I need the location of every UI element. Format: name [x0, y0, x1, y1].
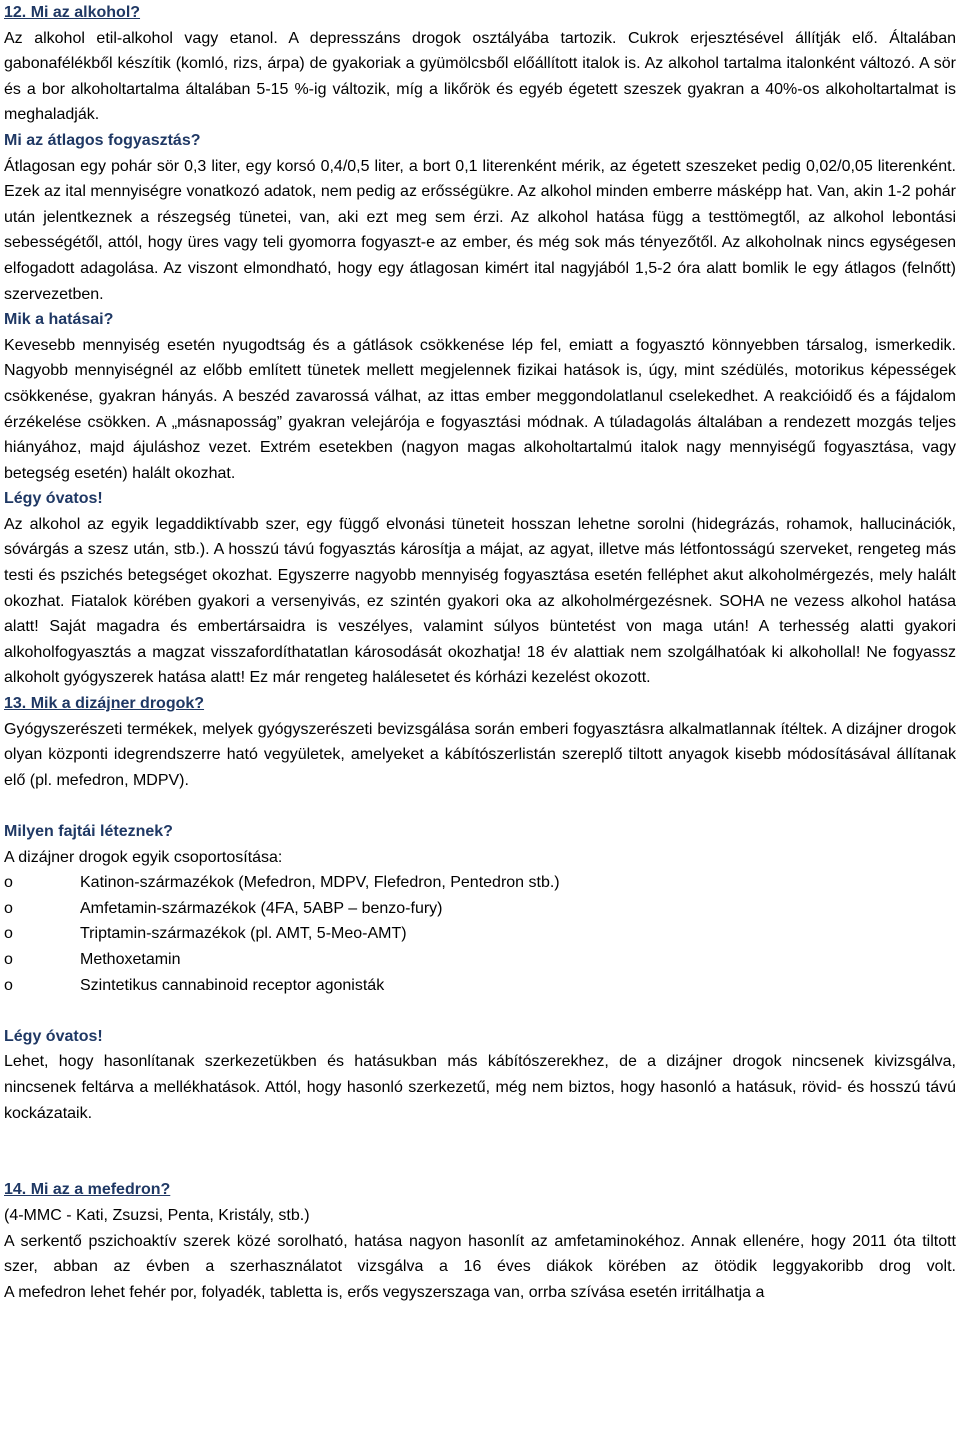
section-s14 [4, 1177, 956, 1305]
circle-bullet-icon: o [4, 925, 13, 943]
section-s13 [4, 691, 956, 1177]
circle-bullet-icon: o [4, 950, 13, 968]
section-title: 13. Mik a dizájner drogok? [4, 695, 205, 713]
circle-bullet-icon: o [4, 976, 13, 994]
list-item-text: Amfetamin-származékok (4FA, 5ABP – benzo-fury) [80, 899, 443, 917]
paragraph: Az alkohol etil-alkohol vagy etanol. A depresszáns drogok osztályába tartozik. Cukrok erjesztésével állítják elő. Általában gabonafélékből készítik (komló, rizs, árpa) de gyakoriak a gyümölcsből előállított italok is. Az alkohol tartalma italonként változó. A sör és a bor alkoholtartalma általában 5-15 %-ig változik, míg a likőrök és egyéb égetett szeszek gyakran a 40%-os alkoholtartalmat is meghaladják. [4, 29, 956, 124]
section-title: 12. Mi az alkohol? [4, 4, 141, 21]
paragraph: A mefedron lehet fehér por, folyadék, tabletta is, erős vegyszerszaga van, orrba szívása esetén irritálhatja a [4, 1283, 765, 1301]
list-item [4, 947, 956, 973]
paragraph: Kevesebb mennyiség esetén nyugodtság és a gátlások csökkenése lép fel, emiatt a fogyasztó könnyebben társalog, ismerkedik. Nagyobb mennyiségnél az előbb említett tünetek mellett megjelennek fizikai hatások is, úgy, mint szédülés, motorikus képességek csökkenése, gyakran hányás. A beszéd zavarossá válhat, az ittas ember meggondolatlanul cselekedhet. A reakcióidő és a fájdalom érzékelése csökken. A „másnaposság” gyakran velejárója e fogyasztási módnak. A túladagolás általában a rendezett mozgás teljes hiányához, majd ájuláshoz vezet. Extrém esetekben (nagyon magas alkoholtartalmú italok nagy mennyiségű fogyasztása, vagy betegség esetén) halált okozhat. [4, 336, 956, 482]
paragraph: (4-MMC - Kati, Zsuzsi, Penta, Kristály, stb.) [4, 1206, 310, 1224]
section-s12 [4, 0, 956, 691]
subheading: Mi az átlagos fogyasztás? [4, 131, 201, 149]
list-item-text: Szintetikus cannabinoid receptor agonisták [80, 976, 385, 994]
spacer [4, 998, 956, 1024]
circle-bullet-icon: o [4, 874, 13, 892]
bullet-list [4, 870, 956, 998]
paragraph: Lehet, hogy hasonlítanak szerkezetükben és hatásukban más kábítószerekhez, de a dizájner drogok nincsenek kivizsgálva, nincsenek feltárva a mellékhatások. Attól, hogy hasonló szerkezetű, még nem biztos, hogy hasonló a hatásuk, rövid- és hosszú távú kockázataik. [4, 1053, 956, 1122]
subheading: Légy óvatos! [4, 490, 103, 508]
subheading: Légy óvatos! [4, 1027, 103, 1045]
list-item-text: Triptamin-származékok (pl. AMT, 5-Meo-AMT) [80, 925, 407, 943]
subheading: Mik a hatásai? [4, 311, 114, 329]
document-page [4, 0, 956, 1305]
spacer [4, 1126, 956, 1152]
paragraph: A dizájner drogok egyik csoportosítása: [4, 848, 283, 866]
section-title: 14. Mi az a mefedron? [4, 1181, 171, 1199]
list-item [4, 973, 956, 999]
list-item [4, 870, 956, 896]
list-item-text: Methoxetamin [80, 950, 181, 968]
paragraph: Átlagosan egy pohár sör 0,3 liter, egy korsó 0,4/0,5 liter, a bort 0,1 literenként mérik, az égetett szeszeket pedig 0,02/0,05 literenként. Ezek az ital mennyiségre vonatkozó adatok, nem pedig az erősségükre. Az alkohol minden emberre másképp hat. Van, akin 1-2 pohár után jelentkeznek a részegség tünetei, van, aki ezt meg sem érzi. Az alkohol hatása függ a testtömegtől, az alkohol lebontási sebességétől, attól, hogy üres vagy teli gyomorra fogyaszt-e az ember, és még sok más tényezőtől. Az alkoholnak nincs egységesen elfogadott adagolása. Az viszont elmondható, hogy egy átlagosan kimért ital nagyjából 1,5-2 óra alatt bomlik le egy átlagos (felnőtt) szervezetben. [4, 157, 956, 303]
spacer [4, 1152, 956, 1178]
circle-bullet-icon: o [4, 899, 13, 917]
paragraph: Az alkohol az egyik legaddiktívabb szer, egy függő elvonási tüneteit hosszan lehetne sorolni (hidegrázás, rohamok, hallucinációk, sóvárgás a szesz után, stb.). A hosszú távú fogyasztás károsítja a májat, az agyat, illetve más létfontosságú szerveket, rengeteg más testi és pszichés betegséget okozhat. Egyszerre nagyobb mennyiség fogyasztása esetén felléphet akut alkoholmérgezés, mely halált okozhat. Fiatalok körében gyakori a versenyivás, ez szintén gyakori oka az alkoholmérgezésnek. SOHA ne vezess alkohol hatása alatt! Saját magadra és embertársaidra is veszélyes, valamint súlyos büntetést von maga után! A terhesség alatti gyakori alkoholfogyasztás a magzat visszafordíthatatlan károsodását okozhatja! 18 év alattiak nem szolgálhatóak ki alkohollal! Ne fogyassz alkoholt gyógyszerek hatása alatt! Ez már rengeteg halálesetet és kórházi kezelést okozott. [4, 515, 956, 687]
list-item [4, 896, 956, 922]
list-item-text: Katinon-származékok (Mefedron, MDPV, Flefedron, Pentedron stb.) [80, 874, 560, 892]
paragraph: Gyógyszerészeti termékek, melyek gyógyszerészeti bevizsgálása során emberi fogyasztásra alkalmatlannak ítéltek. A dizájner drogok olyan központi idegrendszerre ható vegyületek, amelyeket a kábítószerlistán szereplő tiltott anyagok kisebb módosításával állítanak elő (pl. mefedron, MDPV). [4, 720, 956, 789]
paragraph: A serkentő pszichoaktív szerek közé sorolható, hatása nagyon hasonlít az amfetaminokéhoz. Annak ellenére, hogy 2011 óta tiltott szer, abban az évben a szerhasználatot vizsgálva a 16 éves diákok körében az ötödik leggyakoribb drog volt. [4, 1232, 956, 1276]
subheading: Milyen fajtái léteznek? [4, 823, 173, 840]
spacer [4, 793, 956, 819]
list-item [4, 921, 956, 947]
